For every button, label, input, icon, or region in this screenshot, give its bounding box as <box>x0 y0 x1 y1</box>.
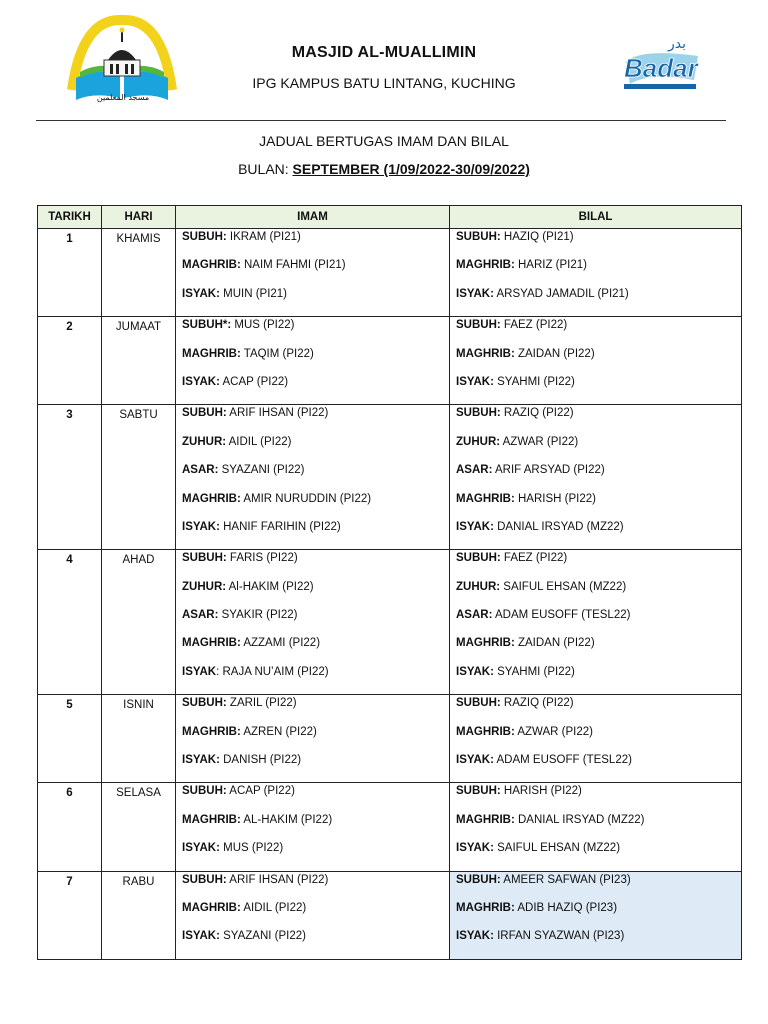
bilal-name: SAIFUL EHSAN (MZ22) <box>493 842 621 855</box>
day-cell: JUMAAT <box>102 317 176 405</box>
table-row <box>38 405 742 550</box>
prayer-label: ZUHUR: <box>182 435 227 448</box>
imam-assignment <box>182 785 449 813</box>
prayer-label: ZUHUR: <box>456 435 501 448</box>
table-row <box>38 871 742 959</box>
imam-assignment <box>182 581 449 609</box>
prayer-label: SUBUH: <box>456 785 501 798</box>
imam-assignment <box>182 348 449 376</box>
table-row <box>38 783 742 871</box>
prayer-label: ISYAK: <box>182 842 220 855</box>
bilal-name: ZAIDAN (PI22) <box>514 347 595 360</box>
imam-name: SYAKIR (PI22) <box>218 609 298 622</box>
date-cell: 3 <box>38 405 102 550</box>
badar-logo <box>606 22 706 108</box>
bilal-assignment <box>456 552 741 580</box>
table-row <box>38 550 742 695</box>
campus-subtitle: IPG KAMPUS BATU LINTANG, KUCHING <box>252 75 516 91</box>
bilal-name: DANIAL IRSYAD (MZ22) <box>493 520 624 533</box>
imam-cell <box>176 783 450 871</box>
imam-assignment <box>182 902 449 930</box>
imam-name: ARIF IHSAN (PI22) <box>226 873 329 886</box>
bilal-name: AMEER SAFWAN (PI23) <box>500 873 631 886</box>
bilal-cell <box>450 317 742 405</box>
day-cell: RABU <box>102 871 176 959</box>
prayer-label: MAGHRIB: <box>456 347 515 360</box>
imam-name: DANISH (PI22) <box>219 754 302 767</box>
prayer-label: SUBUH: <box>456 697 501 710</box>
imam-assignment <box>182 376 449 404</box>
imam-assignment <box>182 407 449 435</box>
imam-assignment <box>182 609 449 637</box>
prayer-label: ISYAK: <box>456 930 494 943</box>
table-row <box>38 695 742 783</box>
imam-name: MUS (PI22) <box>219 842 284 855</box>
imam-name: AMIR NURUDDIN (PI22) <box>240 492 372 505</box>
prayer-label: MAGHRIB: <box>182 813 241 826</box>
prayer-label: MAGHRIB: <box>182 901 241 914</box>
bilal-assignment <box>456 259 741 287</box>
bilal-assignment <box>456 376 741 404</box>
col-header-bilal: BILAL <box>450 206 742 229</box>
imam-name: AL-HAKIM (PI22) <box>240 813 333 826</box>
header-divider <box>36 120 726 121</box>
prayer-label: MAGHRIB: <box>456 901 515 914</box>
bilal-name: AZWAR (PI22) <box>500 435 579 448</box>
schedule-title: JADUAL BERTUGAS IMAM DAN BILAL <box>259 133 509 149</box>
bilal-cell <box>450 783 742 871</box>
bilal-assignment <box>456 493 741 521</box>
prayer-label: SUBUH: <box>456 407 501 420</box>
imam-name: AZREN (PI22) <box>240 725 317 738</box>
col-header-imam: IMAM <box>176 206 450 229</box>
prayer-label: SUBUH: <box>456 319 501 332</box>
prayer-label: SUBUH: <box>456 873 501 886</box>
bilal-assignment <box>456 930 741 958</box>
bilal-name: ZAIDAN (PI22) <box>514 637 595 650</box>
imam-assignment <box>182 464 449 492</box>
badar-logo-arabic: بدر <box>668 36 687 52</box>
bilal-assignment <box>456 319 741 347</box>
prayer-label: ISYAK: <box>456 375 494 388</box>
bilal-assignment <box>456 874 741 902</box>
prayer-label: ISYAK: <box>456 842 494 855</box>
bilal-assignment <box>456 231 741 259</box>
table-row <box>38 229 742 317</box>
duty-schedule-table <box>37 205 742 960</box>
prayer-label: ISYAK: <box>456 520 494 533</box>
imam-name: ACAP (PI22) <box>219 375 289 388</box>
bilal-name: DANIAL IRSYAD (MZ22) <box>514 813 645 826</box>
bilal-assignment <box>456 842 741 870</box>
imam-assignment <box>182 493 449 521</box>
imam-assignment <box>182 436 449 464</box>
imam-assignment <box>182 666 449 694</box>
prayer-label: ISYAK: <box>456 287 494 300</box>
month-value: SEPTEMBER (1/09/2022-30/09/2022) <box>292 161 530 177</box>
table-header-row <box>38 206 742 229</box>
imam-assignment <box>182 637 449 665</box>
bilal-cell <box>450 695 742 783</box>
day-cell: SABTU <box>102 405 176 550</box>
table-row <box>38 317 742 405</box>
prayer-label: ISYAK: <box>182 520 220 533</box>
date-cell: 6 <box>38 783 102 871</box>
imam-cell <box>176 405 450 550</box>
imam-assignment <box>182 697 449 725</box>
prayer-label: ASAR: <box>456 464 493 477</box>
prayer-label: SUBUH: <box>182 873 227 886</box>
bilal-assignment <box>456 436 741 464</box>
bilal-name: IRFAN SYAZWAN (PI23) <box>493 930 625 943</box>
date-cell: 4 <box>38 550 102 695</box>
imam-name: Al-HAKIM (PI22) <box>226 580 314 593</box>
imam-assignment <box>182 726 449 754</box>
imam-assignment <box>182 754 449 782</box>
bilal-assignment <box>456 464 741 492</box>
imam-assignment <box>182 842 449 870</box>
day-cell: AHAD <box>102 550 176 695</box>
day-cell: KHAMIS <box>102 229 176 317</box>
prayer-label: SUBUH: <box>182 697 227 710</box>
prayer-label: MAGHRIB: <box>456 725 515 738</box>
imam-name: IKRAM (PI21) <box>226 231 301 243</box>
mosque-title: MASJID AL-MUALLIMIN <box>291 44 477 61</box>
bilal-name: SAIFUL EHSAN (MZ22) <box>500 580 627 593</box>
month-label: BULAN: <box>238 161 289 177</box>
prayer-label: SUBUH: <box>182 407 227 420</box>
bilal-name: FAEZ (PI22) <box>500 319 568 332</box>
date-cell: 2 <box>38 317 102 405</box>
bilal-assignment <box>456 666 741 694</box>
prayer-label: ASAR: <box>456 609 493 622</box>
imam-assignment <box>182 930 449 958</box>
bilal-name: ADAM EUSOFF (TESL22) <box>493 754 632 767</box>
bilal-assignment <box>456 754 741 782</box>
imam-assignment <box>182 552 449 580</box>
day-cell: SELASA <box>102 783 176 871</box>
bilal-assignment <box>456 348 741 376</box>
prayer-label: MAGHRIB: <box>182 637 241 650</box>
bilal-name: ARIF ARSYAD (PI22) <box>492 464 605 477</box>
prayer-label: MAGHRIB: <box>182 347 241 360</box>
imam-cell <box>176 550 450 695</box>
date-cell: 7 <box>38 871 102 959</box>
date-cell: 5 <box>38 695 102 783</box>
imam-name: SYAZANI (PI22) <box>218 464 305 477</box>
bilal-name: SYAHMI (PI22) <box>493 375 575 388</box>
bilal-assignment <box>456 814 741 842</box>
bilal-name: RAZIQ (PI22) <box>500 407 574 420</box>
prayer-label: ISYAK: <box>182 930 220 943</box>
imam-cell <box>176 317 450 405</box>
prayer-label: MAGHRIB: <box>182 259 241 272</box>
imam-assignment <box>182 319 449 347</box>
badar-logo-text: Badar <box>624 53 698 83</box>
imam-name: AIDIL (PI22) <box>240 901 307 914</box>
date-cell: 1 <box>38 229 102 317</box>
imam-name: AIDIL (PI22) <box>226 435 292 448</box>
prayer-label: MAGHRIB: <box>456 259 515 272</box>
imam-name: ARIF IHSAN (PI22) <box>226 407 329 420</box>
bilal-assignment <box>456 288 741 316</box>
prayer-label: ZUHUR: <box>182 580 227 593</box>
bilal-name: ARSYAD JAMADIL (PI21) <box>493 287 629 300</box>
prayer-label: SUBUH: <box>182 785 227 798</box>
prayer-label: SUBUH: <box>456 231 501 243</box>
bilal-name: AZWAR (PI22) <box>514 725 593 738</box>
bilal-name: HARISH (PI22) <box>500 785 582 798</box>
bilal-assignment <box>456 902 741 930</box>
imam-name: FARIS (PI22) <box>226 552 298 565</box>
imam-name: SYAZANI (PI22) <box>219 930 306 943</box>
imam-assignment <box>182 231 449 259</box>
prayer-label: MAGHRIB: <box>456 813 515 826</box>
prayer-label: MAGHRIB: <box>182 492 241 505</box>
day-cell: ISNIN <box>102 695 176 783</box>
imam-assignment <box>182 521 449 549</box>
prayer-label: ISYAK: <box>456 754 494 767</box>
imam-name: AZZAMI (PI22) <box>240 637 321 650</box>
bilal-name: ADAM EUSOFF (TESL22) <box>492 609 631 622</box>
prayer-label: MAGHRIB: <box>456 492 515 505</box>
bilal-cell <box>450 871 742 959</box>
prayer-label: ISYAK <box>182 665 217 678</box>
bilal-assignment <box>456 637 741 665</box>
prayer-label: MAGHRIB: <box>456 637 515 650</box>
imam-assignment <box>182 259 449 287</box>
bilal-name: HARISH (PI22) <box>514 492 596 505</box>
prayer-label: SUBUH: <box>182 552 227 565</box>
imam-cell <box>176 871 450 959</box>
imam-assignment <box>182 874 449 902</box>
bilal-name: HAZIQ (PI21) <box>500 231 574 243</box>
imam-assignment <box>182 288 449 316</box>
bilal-name: SYAHMI (PI22) <box>493 665 575 678</box>
masjid-logo-arabic-text: مسجد المعلمين <box>96 93 150 102</box>
imam-name: ZARIL (PI22) <box>226 697 297 710</box>
imam-name: MUIN (PI21) <box>219 287 288 300</box>
prayer-label: ASAR: <box>182 464 219 477</box>
bilal-cell <box>450 229 742 317</box>
col-header-day: HARI <box>102 206 176 229</box>
bilal-assignment <box>456 581 741 609</box>
prayer-label: ISYAK: <box>456 665 494 678</box>
prayer-label: ZUHUR: <box>456 580 501 593</box>
prayer-label: ISYAK: <box>182 754 220 767</box>
bilal-cell <box>450 405 742 550</box>
month-line <box>0 161 768 177</box>
imam-name: HANIF FARIHIN (PI22) <box>219 520 341 533</box>
bilal-assignment <box>456 697 741 725</box>
prayer-label: ASAR: <box>182 609 219 622</box>
imam-cell <box>176 695 450 783</box>
prayer-label: SUBUH: <box>456 552 501 565</box>
bilal-assignment <box>456 407 741 435</box>
bilal-name: FAEZ (PI22) <box>500 552 568 565</box>
imam-name: MUS (PI22) <box>231 319 295 332</box>
prayer-label: ISYAK: <box>182 287 220 300</box>
bilal-cell <box>450 550 742 695</box>
imam-assignment <box>182 814 449 842</box>
prayer-label: SUBUH*: <box>182 319 232 332</box>
bilal-assignment <box>456 521 741 549</box>
imam-name: : RAJA NU’AIM (PI22) <box>216 665 329 678</box>
imam-name: ACAP (PI22) <box>226 785 295 798</box>
prayer-label: ISYAK: <box>182 375 220 388</box>
bilal-name: HARIZ (PI21) <box>514 259 587 272</box>
prayer-label: SUBUH: <box>182 231 227 243</box>
bilal-assignment <box>456 609 741 637</box>
bilal-name: ADIB HAZIQ (PI23) <box>514 901 618 914</box>
imam-name: TAQIM (PI22) <box>240 347 314 360</box>
col-header-date: TARIKH <box>38 206 102 229</box>
bilal-assignment <box>456 785 741 813</box>
bilal-name: RAZIQ (PI22) <box>500 697 574 710</box>
imam-name: NAIM FAHMI (PI21) <box>240 259 346 272</box>
bilal-assignment <box>456 726 741 754</box>
imam-cell <box>176 229 450 317</box>
prayer-label: MAGHRIB: <box>182 725 241 738</box>
